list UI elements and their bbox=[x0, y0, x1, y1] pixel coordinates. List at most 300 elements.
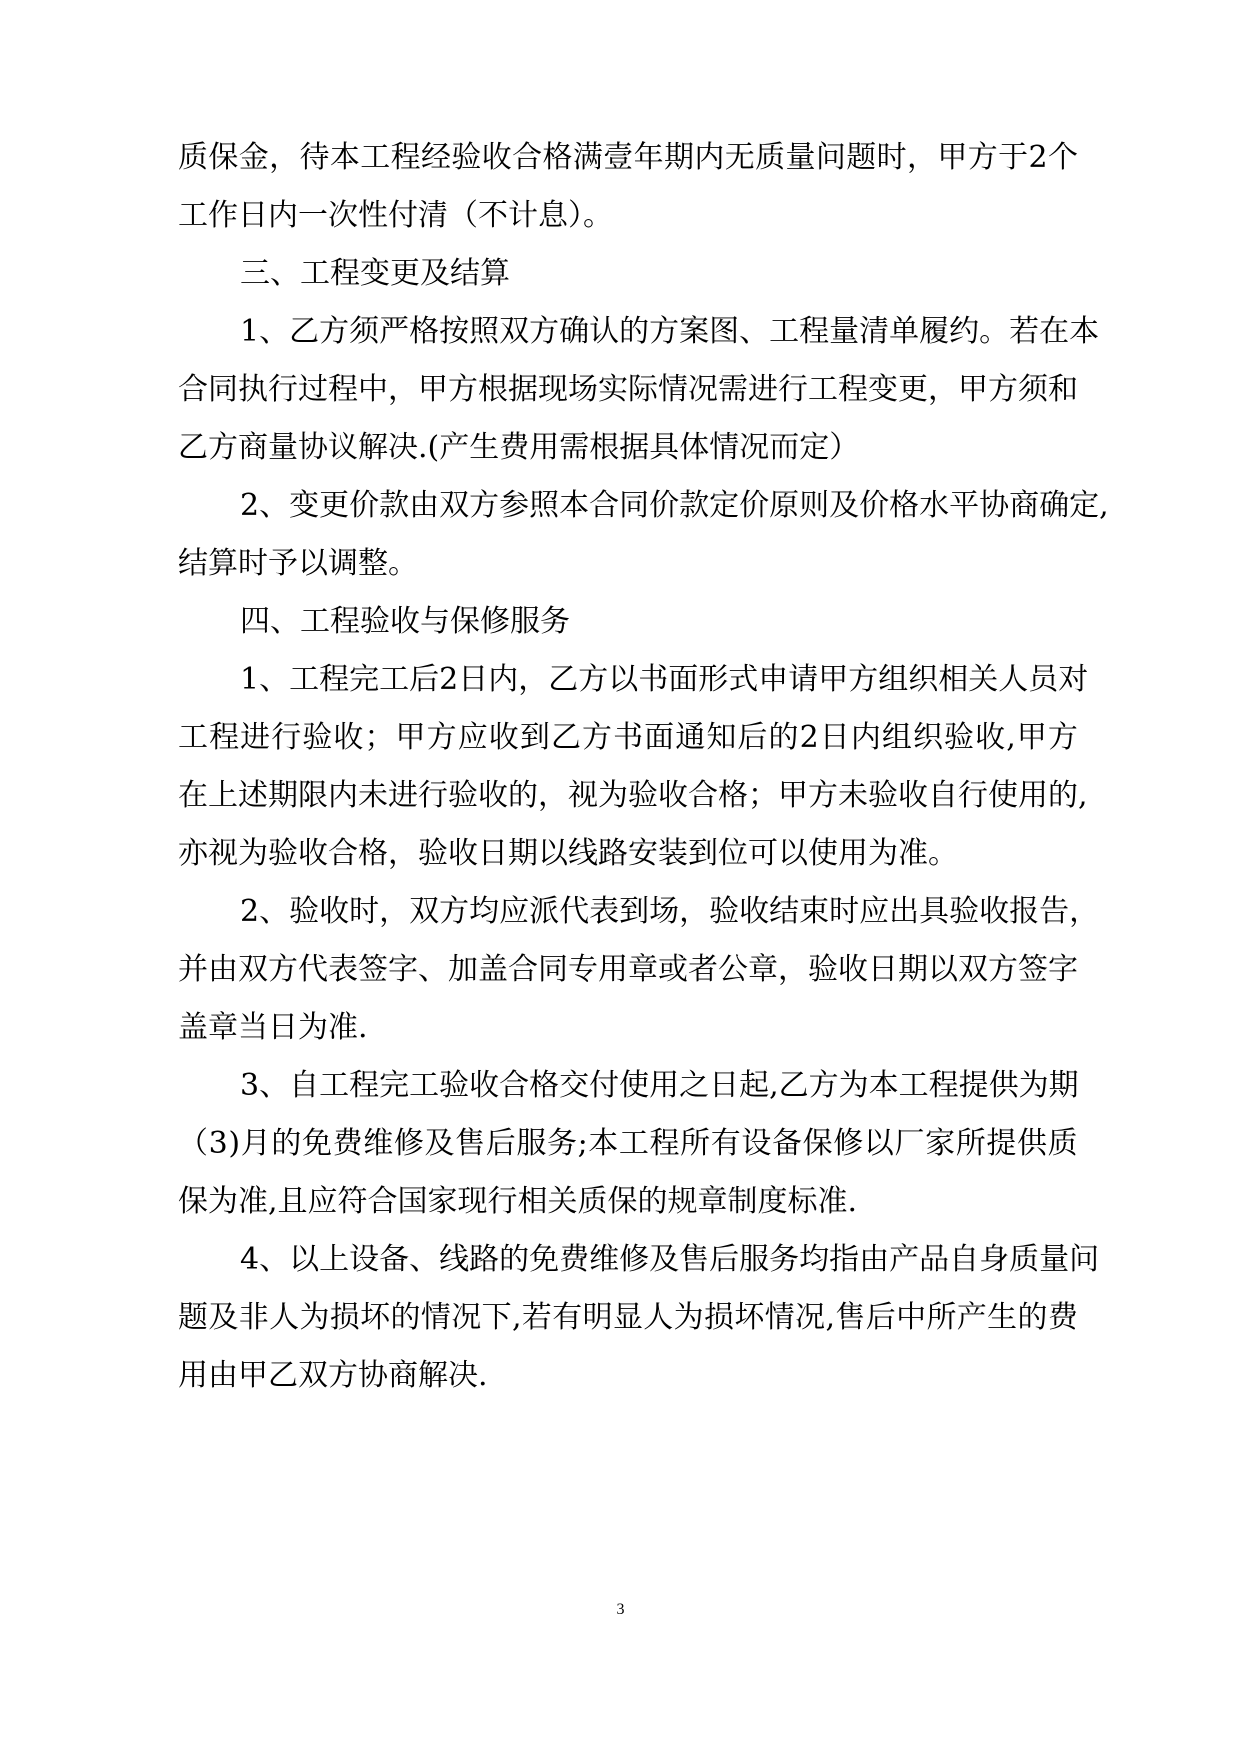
text-glyph: 4 bbox=[240, 1242, 260, 1277]
text-glyph: 行 bbox=[418, 778, 448, 813]
text-glyph: 际 bbox=[628, 372, 658, 407]
text-glyph: 时 bbox=[876, 140, 907, 175]
text-glyph: 章 bbox=[628, 952, 658, 987]
text-glyph: 验 bbox=[868, 778, 898, 813]
text-glyph: 务 bbox=[546, 1126, 577, 1161]
text-glyph: 起 bbox=[739, 1068, 770, 1103]
text-glyph: 进 bbox=[388, 778, 418, 813]
text-glyph: 并 bbox=[178, 952, 208, 987]
text-line-17 bbox=[240, 1056, 1078, 1116]
text-glyph: 关 bbox=[968, 662, 999, 697]
text-glyph: ， bbox=[538, 778, 568, 813]
text-glyph: 照 bbox=[469, 314, 500, 349]
text-glyph: 1 bbox=[240, 662, 260, 697]
text-glyph: 过 bbox=[298, 372, 328, 407]
text-glyph: 公 bbox=[718, 952, 748, 987]
text-glyph: 价 bbox=[649, 488, 680, 523]
text-glyph: 1 bbox=[240, 314, 260, 349]
text-glyph: 质 bbox=[1009, 1242, 1040, 1277]
text-glyph: 平 bbox=[949, 488, 980, 523]
text-glyph: 验 bbox=[451, 140, 482, 175]
text-glyph: 上 bbox=[208, 778, 238, 813]
text-glyph: 本 bbox=[588, 1126, 619, 1161]
text-glyph: 在 bbox=[178, 778, 208, 813]
text-glyph: （ bbox=[178, 1126, 208, 1161]
text-glyph: 根 bbox=[478, 372, 508, 407]
text-glyph: 方 bbox=[268, 952, 298, 987]
text-glyph: 若 bbox=[1009, 314, 1040, 349]
text-glyph: 若 bbox=[521, 1300, 552, 1335]
text-glyph: 甲 bbox=[395, 720, 426, 755]
text-glyph: 应 bbox=[499, 894, 530, 929]
text-line-2: 工作日内一次性付清（不计息）。 bbox=[178, 198, 613, 233]
text-glyph: 合 bbox=[508, 952, 538, 987]
text-glyph: 表 bbox=[328, 952, 358, 987]
text-glyph: 量 bbox=[1039, 1242, 1070, 1277]
text-glyph: 方 bbox=[319, 314, 350, 349]
text-glyph: 损 bbox=[704, 1300, 735, 1335]
text-glyph: 派 bbox=[529, 894, 560, 929]
text-glyph: 定 bbox=[709, 488, 740, 523]
text-glyph: 方 bbox=[967, 140, 998, 175]
text-glyph: ， bbox=[388, 372, 418, 407]
text-glyph: 约 bbox=[949, 314, 980, 349]
text-glyph: 由 bbox=[409, 488, 440, 523]
text-glyph: 场 bbox=[649, 894, 680, 929]
text-glyph: 盖 bbox=[478, 952, 508, 987]
text-glyph: 月 bbox=[240, 1126, 271, 1161]
text-glyph: 时 bbox=[829, 894, 860, 929]
text-glyph: 费 bbox=[332, 1126, 363, 1161]
text-glyph: 2 bbox=[1028, 140, 1048, 175]
text-glyph: 的 bbox=[1017, 1300, 1048, 1335]
text-line-7 bbox=[240, 476, 1109, 536]
text-glyph: 供 bbox=[988, 1068, 1019, 1103]
text-line-8: 结算时予以调整。 bbox=[178, 546, 418, 581]
text-glyph: 协 bbox=[979, 488, 1010, 523]
text-glyph: 维 bbox=[363, 1126, 394, 1161]
text-line-12 bbox=[178, 766, 1088, 826]
text-glyph: 、 bbox=[259, 488, 290, 523]
text-glyph: 期 bbox=[1048, 1068, 1079, 1103]
text-glyph: 收 bbox=[478, 778, 508, 813]
text-glyph: 对 bbox=[1058, 662, 1089, 697]
text-glyph: 免 bbox=[529, 1242, 560, 1277]
text-glyph: 织 bbox=[908, 662, 939, 697]
text-glyph: 行 bbox=[958, 778, 988, 813]
text-glyph: 履 bbox=[919, 314, 950, 349]
text-line-21 bbox=[178, 1288, 1078, 1348]
text-glyph: 均 bbox=[469, 894, 500, 929]
text-glyph: 实 bbox=[598, 372, 628, 407]
text-glyph: 2 bbox=[439, 662, 459, 697]
text-glyph: 保 bbox=[802, 1126, 833, 1161]
text-glyph: 方 bbox=[582, 720, 613, 755]
text-glyph: 3 bbox=[240, 1068, 260, 1103]
text-glyph: 为 bbox=[838, 1068, 869, 1103]
text-glyph: 单 bbox=[889, 314, 920, 349]
text-glyph: 用 bbox=[1018, 778, 1048, 813]
text-glyph: 收 bbox=[898, 778, 928, 813]
text-glyph: 的 bbox=[1048, 778, 1078, 813]
text-glyph: 方 bbox=[808, 778, 838, 813]
text-glyph: 应 bbox=[457, 720, 488, 755]
text-glyph: 方 bbox=[448, 372, 478, 407]
text-glyph: 的 bbox=[768, 720, 799, 755]
text-glyph: 付 bbox=[589, 1068, 620, 1103]
text-glyph: 进 bbox=[748, 372, 778, 407]
text-line-16: 盖章当日为准. bbox=[178, 1010, 368, 1045]
text-glyph: 期 bbox=[664, 140, 694, 175]
text-glyph: 后 bbox=[409, 662, 440, 697]
text-glyph: 的 bbox=[390, 1300, 421, 1335]
text-glyph: 况 bbox=[795, 1300, 826, 1335]
text-glyph: 金 bbox=[238, 140, 269, 175]
text-glyph: ， bbox=[928, 372, 958, 407]
text-glyph: 为 bbox=[299, 1300, 330, 1335]
text-glyph: 年 bbox=[633, 140, 664, 175]
text-glyph: 参 bbox=[499, 488, 530, 523]
text-glyph: 、 bbox=[409, 1242, 440, 1277]
text-glyph: 乙 bbox=[778, 1068, 809, 1103]
text-glyph: 后 bbox=[865, 1300, 896, 1335]
text-glyph: 代 bbox=[298, 952, 328, 987]
text-glyph: 方 bbox=[1047, 720, 1078, 755]
text-glyph: ， bbox=[1069, 894, 1100, 929]
text-glyph: 商 bbox=[1009, 488, 1040, 523]
text-line-22: 用由甲乙双方协商解决. bbox=[178, 1358, 488, 1393]
text-glyph: 合 bbox=[589, 488, 620, 523]
text-glyph: 执 bbox=[238, 372, 268, 407]
text-glyph: 申 bbox=[758, 662, 789, 697]
text-glyph: 严 bbox=[379, 314, 410, 349]
text-glyph: 者 bbox=[688, 952, 718, 987]
text-glyph: 内 bbox=[328, 778, 358, 813]
text-glyph: 自 bbox=[949, 1242, 980, 1277]
text-glyph: 双 bbox=[409, 894, 440, 929]
text-glyph: 后 bbox=[737, 720, 768, 755]
text-glyph: 收 bbox=[975, 720, 1006, 755]
text-glyph: 显 bbox=[612, 1300, 643, 1335]
text-glyph: 使 bbox=[988, 778, 1018, 813]
text-glyph: 供 bbox=[1017, 1126, 1048, 1161]
text-glyph: 收 bbox=[319, 894, 350, 929]
text-glyph: 指 bbox=[829, 1242, 860, 1277]
text-glyph: 、 bbox=[259, 894, 290, 929]
text-glyph: 中 bbox=[358, 372, 388, 407]
text-glyph: ) bbox=[228, 1126, 241, 1161]
text-glyph: 况 bbox=[688, 372, 718, 407]
text-glyph: 程 bbox=[328, 372, 358, 407]
text-glyph: 结 bbox=[769, 894, 800, 929]
text-glyph: 书 bbox=[613, 720, 644, 755]
text-glyph: 进 bbox=[240, 720, 271, 755]
text-glyph: 甲 bbox=[418, 372, 448, 407]
text-glyph: 2 bbox=[240, 894, 260, 929]
text-glyph: 明 bbox=[582, 1300, 613, 1335]
text-glyph: 乙 bbox=[550, 720, 581, 755]
text-glyph: 提 bbox=[986, 1126, 1017, 1161]
text-glyph: 双 bbox=[439, 488, 470, 523]
text-glyph: 价 bbox=[739, 488, 770, 523]
text-glyph: 到 bbox=[519, 720, 550, 755]
text-glyph: 须 bbox=[1018, 372, 1048, 407]
text-glyph: 内 bbox=[488, 662, 519, 697]
text-glyph: 双 bbox=[499, 314, 530, 349]
text-glyph: 方 bbox=[469, 488, 500, 523]
text-glyph: 格 bbox=[409, 314, 440, 349]
text-glyph: 收 bbox=[739, 894, 770, 929]
text-glyph: 方 bbox=[988, 952, 1018, 987]
text-glyph: 收 bbox=[838, 952, 868, 987]
text-glyph: 款 bbox=[679, 488, 710, 523]
text-glyph: 的 bbox=[271, 1126, 302, 1161]
text-glyph: 产 bbox=[889, 1242, 920, 1277]
text-glyph: 日 bbox=[709, 1068, 740, 1103]
text-glyph: 交 bbox=[559, 1068, 590, 1103]
text-glyph: 使 bbox=[619, 1068, 650, 1103]
text-glyph: 本 bbox=[1069, 314, 1100, 349]
text-glyph: 、 bbox=[259, 662, 290, 697]
text-glyph: , bbox=[769, 1068, 779, 1103]
text-glyph: 于 bbox=[998, 140, 1029, 175]
text-glyph: 或 bbox=[658, 952, 688, 987]
text-glyph: 上 bbox=[319, 1242, 350, 1277]
text-glyph: 字 bbox=[388, 952, 418, 987]
text-glyph: 生 bbox=[987, 1300, 1018, 1335]
text-glyph: 未 bbox=[838, 778, 868, 813]
text-glyph: 同 bbox=[538, 952, 568, 987]
text-glyph: 日 bbox=[819, 720, 850, 755]
text-glyph: 人 bbox=[269, 1300, 300, 1335]
text-glyph: 品 bbox=[919, 1242, 950, 1277]
text-glyph: 程 bbox=[649, 1126, 680, 1161]
text-glyph: 、 bbox=[418, 952, 448, 987]
text-glyph: 方 bbox=[649, 314, 680, 349]
text-glyph: 甲 bbox=[937, 140, 968, 175]
text-glyph: 家 bbox=[925, 1126, 956, 1161]
text-glyph: 限 bbox=[298, 778, 328, 813]
text-line-4 bbox=[240, 302, 1100, 362]
text-glyph: ， bbox=[269, 140, 300, 175]
text-glyph: 个 bbox=[1047, 140, 1078, 175]
text-glyph: 照 bbox=[529, 488, 560, 523]
text-glyph: 中 bbox=[896, 1300, 927, 1335]
text-glyph: ， bbox=[379, 894, 410, 929]
text-glyph: 员 bbox=[1028, 662, 1059, 697]
text-glyph: 修 bbox=[619, 1242, 650, 1277]
text-glyph: 合 bbox=[178, 372, 208, 407]
text-glyph: 双 bbox=[238, 952, 268, 987]
text-glyph: 日 bbox=[458, 662, 489, 697]
text-glyph: 行 bbox=[268, 372, 298, 407]
text-glyph: 之 bbox=[679, 1068, 710, 1103]
text-line-13: 亦视为验收合格，验收日期以线路安装到位可以使用为准。 bbox=[178, 836, 958, 871]
text-glyph: ， bbox=[518, 662, 549, 697]
text-glyph: 组 bbox=[881, 720, 912, 755]
text-glyph: 收 bbox=[481, 140, 512, 175]
text-glyph: 2 bbox=[240, 488, 260, 523]
text-line-14 bbox=[240, 882, 1100, 942]
text-glyph: 及 bbox=[829, 488, 860, 523]
text-glyph: 况 bbox=[451, 1300, 482, 1335]
text-glyph: 程 bbox=[838, 372, 868, 407]
text-glyph: 签 bbox=[358, 952, 388, 987]
text-glyph: 内 bbox=[694, 140, 725, 175]
text-glyph: 报 bbox=[1009, 894, 1040, 929]
text-glyph: , bbox=[1078, 778, 1088, 813]
text-glyph: 程 bbox=[349, 1068, 380, 1103]
text-glyph: 具 bbox=[919, 894, 950, 929]
text-glyph: 以 bbox=[863, 1126, 894, 1161]
text-line-19: 保为准,且应符合国家现行相关质保的规章制度标准. bbox=[178, 1184, 858, 1219]
text-glyph: 工 bbox=[289, 662, 320, 697]
text-glyph: 须 bbox=[349, 314, 380, 349]
text-glyph: 、 bbox=[739, 314, 770, 349]
text-glyph: 产 bbox=[956, 1300, 987, 1335]
text-glyph: 方 bbox=[578, 662, 609, 697]
text-glyph: 后 bbox=[709, 1242, 740, 1277]
text-glyph: 同 bbox=[208, 372, 238, 407]
text-glyph: 售 bbox=[835, 1300, 866, 1335]
text-glyph: 程 bbox=[928, 1068, 959, 1103]
text-glyph: 述 bbox=[238, 778, 268, 813]
text-glyph: 通 bbox=[675, 720, 706, 755]
text-glyph: 代 bbox=[559, 894, 590, 929]
text-glyph: 本 bbox=[868, 1068, 899, 1103]
text-glyph: 情 bbox=[420, 1300, 451, 1335]
text-glyph: 合 bbox=[499, 1068, 530, 1103]
text-glyph: 以 bbox=[608, 662, 639, 697]
text-glyph: 下 bbox=[481, 1300, 512, 1335]
text-glyph: 程 bbox=[390, 140, 421, 175]
text-glyph: 用 bbox=[598, 952, 628, 987]
text-glyph: 格 bbox=[542, 140, 573, 175]
text-glyph: 经 bbox=[421, 140, 451, 175]
text-glyph: 出 bbox=[889, 894, 920, 929]
text-glyph: 章 bbox=[748, 952, 778, 987]
text-glyph: 及 bbox=[649, 1242, 680, 1277]
text-glyph: 量 bbox=[829, 314, 860, 349]
text-glyph: 同 bbox=[619, 488, 650, 523]
text-glyph: 3 bbox=[208, 1126, 228, 1161]
text-glyph: 双 bbox=[958, 952, 988, 987]
text-glyph: 视 bbox=[568, 778, 598, 813]
text-glyph: 工 bbox=[379, 662, 410, 697]
text-glyph: 验 bbox=[709, 894, 740, 929]
text-glyph: 收 bbox=[333, 720, 364, 755]
text-glyph: 按 bbox=[439, 314, 470, 349]
text-glyph: 期 bbox=[268, 778, 298, 813]
text-glyph: 面 bbox=[644, 720, 675, 755]
text-glyph: 内 bbox=[850, 720, 881, 755]
text-glyph: 厂 bbox=[894, 1126, 925, 1161]
text-glyph: 的 bbox=[499, 1242, 530, 1277]
text-glyph: 方 bbox=[426, 720, 457, 755]
text-glyph: 设 bbox=[349, 1242, 380, 1277]
text-glyph: 坏 bbox=[360, 1300, 391, 1335]
text-glyph: 、 bbox=[259, 1242, 290, 1277]
text-glyph: 清 bbox=[859, 314, 890, 349]
text-glyph: 未 bbox=[358, 778, 388, 813]
text-glyph: 验 bbox=[302, 720, 333, 755]
text-glyph: 签 bbox=[1018, 952, 1048, 987]
text-glyph: 确 bbox=[559, 314, 590, 349]
text-glyph: 织 bbox=[912, 720, 943, 755]
text-glyph: 形 bbox=[698, 662, 729, 697]
text-glyph: 线 bbox=[439, 1242, 470, 1277]
text-glyph: 字 bbox=[1048, 952, 1078, 987]
text-glyph: 自 bbox=[289, 1068, 320, 1103]
text-glyph: 相 bbox=[938, 662, 969, 697]
text-glyph: 及 bbox=[208, 1300, 239, 1335]
text-glyph: 壹 bbox=[603, 140, 634, 175]
text-glyph: 问 bbox=[815, 140, 846, 175]
text-glyph: 工 bbox=[808, 372, 838, 407]
text-glyph: , bbox=[825, 1300, 835, 1335]
text-glyph: ， bbox=[778, 952, 808, 987]
text-glyph: 情 bbox=[764, 1300, 795, 1335]
text-glyph: 及 bbox=[424, 1126, 455, 1161]
text-glyph: 则 bbox=[799, 488, 830, 523]
text-glyph: 备 bbox=[772, 1126, 803, 1161]
text-glyph: 保 bbox=[208, 140, 239, 175]
text-glyph: , bbox=[1006, 720, 1016, 755]
text-glyph: ， bbox=[679, 894, 710, 929]
text-glyph: 验 bbox=[949, 894, 980, 929]
text-glyph: 表 bbox=[589, 894, 620, 929]
text-glyph: 甲 bbox=[1016, 720, 1047, 755]
text-glyph: 程 bbox=[319, 662, 350, 697]
text-glyph: 应 bbox=[859, 894, 890, 929]
text-glyph: 格 bbox=[529, 1068, 560, 1103]
text-glyph: ; bbox=[577, 1126, 588, 1161]
text-glyph: 由 bbox=[208, 952, 238, 987]
text-glyph: 均 bbox=[799, 1242, 830, 1277]
text-glyph: 费 bbox=[559, 1242, 590, 1277]
text-glyph: 题 bbox=[846, 140, 877, 175]
text-glyph: 以 bbox=[928, 952, 958, 987]
text-glyph: 质 bbox=[755, 140, 786, 175]
text-glyph: 完 bbox=[379, 1068, 410, 1103]
text-line-15 bbox=[178, 940, 1078, 1000]
text-glyph: 和 bbox=[1048, 372, 1078, 407]
text-line-10 bbox=[240, 650, 1089, 710]
text-glyph: 在 bbox=[1039, 314, 1070, 349]
text-glyph: 质 bbox=[178, 140, 208, 175]
text-glyph: 验 bbox=[808, 952, 838, 987]
text-glyph: 人 bbox=[998, 662, 1029, 697]
text-glyph: 工 bbox=[178, 720, 208, 755]
text-glyph: 非 bbox=[238, 1300, 269, 1335]
text-line-1 bbox=[178, 128, 1078, 188]
text-glyph: 日 bbox=[868, 952, 898, 987]
text-glyph: 提 bbox=[958, 1068, 989, 1103]
text-glyph: 验 bbox=[944, 720, 975, 755]
text-glyph: , bbox=[1099, 488, 1109, 523]
text-glyph: 人 bbox=[643, 1300, 674, 1335]
text-glyph: 、 bbox=[259, 1068, 290, 1103]
text-glyph: 服 bbox=[739, 1242, 770, 1277]
text-glyph: 的 bbox=[619, 314, 650, 349]
text-glyph: 待 bbox=[299, 140, 330, 175]
text-glyph: 备 bbox=[379, 1242, 410, 1277]
text-glyph: 售 bbox=[679, 1242, 710, 1277]
text-glyph: 收 bbox=[469, 1068, 500, 1103]
text-glyph: 免 bbox=[301, 1126, 332, 1161]
text-glyph: 场 bbox=[568, 372, 598, 407]
text-glyph: 验 bbox=[628, 778, 658, 813]
